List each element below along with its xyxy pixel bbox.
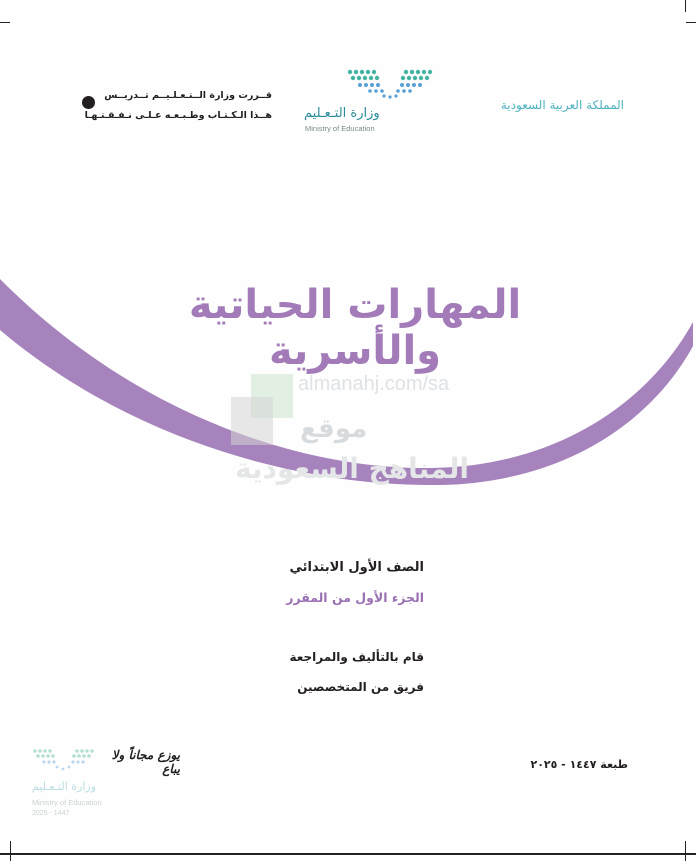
team-label: فريق من المتخصصين	[297, 680, 424, 694]
book-title: المهارات الحياتية والأسرية	[188, 282, 522, 374]
footer-ministry-logo	[30, 746, 180, 826]
kingdom-name: المملكة العربية السعودية	[500, 98, 624, 112]
free-distribution-label: يوزع مجاناً ولا يباع	[111, 748, 180, 776]
ministry-name-ar: وزارة التـعـليم	[304, 106, 380, 121]
grade-label: الصف الأول الابتدائي	[289, 560, 424, 575]
ministry-decree	[82, 86, 272, 126]
watermark-site: موقع	[300, 414, 368, 444]
footer-ministry-name-ar: وزارة التـعـليم	[32, 780, 97, 793]
watermark-name: المناهج السعودية	[235, 452, 469, 485]
edition-label: طبعة ١٤٤٧ - ٢٠٢٥	[530, 758, 628, 771]
watermark-square-icon-2	[231, 397, 273, 445]
authored-label: قام بالتأليف والمراجعة	[289, 650, 424, 664]
ministry-dots-icon	[346, 68, 438, 100]
ministry-name-en: Ministry of Education	[305, 124, 375, 133]
footer-dots-icon	[32, 748, 102, 774]
decree-line-1: قــررت وزارة الــتـعـلـيــم تــدريــس	[104, 90, 272, 101]
decree-line-2: هــذا الـكـتـاب وطـبـعـه عـلـى نـفـقـتـهـا	[84, 110, 272, 121]
kingdom-heading	[501, 94, 624, 113]
ministry-logo	[300, 66, 440, 138]
part-label: الجزء الأول من المقرر	[286, 590, 424, 605]
footer-year: 2025 - 1447	[32, 810, 70, 817]
bullet-dot-icon	[82, 96, 95, 109]
watermark-url: almanahj.com/sa	[298, 373, 450, 395]
footer-ministry-name-en: Ministry of Education	[32, 798, 102, 807]
